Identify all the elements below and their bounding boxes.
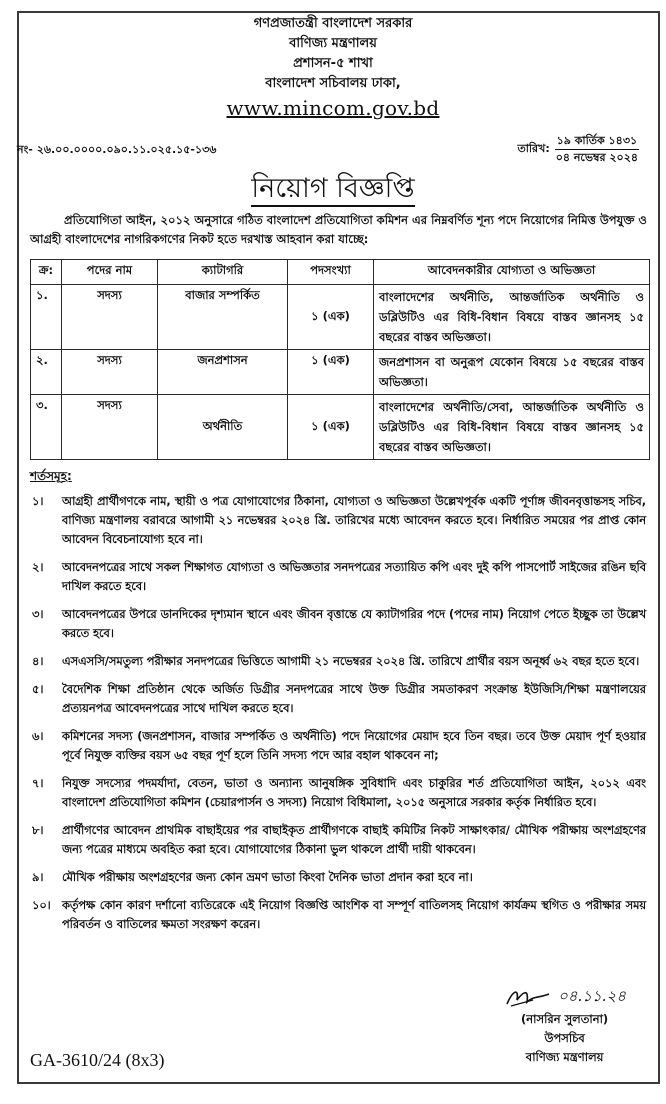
condition-item xyxy=(30,652,646,671)
condition-text: আবেদনপত্রের সাথে সকল শিক্ষাগত যোগ্যতা ও অভিজ্ঞতার সনদপত্রের সত্যায়িত কপি এবং দুই কপি পাসপোর্ট সাইজের রঙিন ছবি দাখিল করতে হবে। xyxy=(62,561,646,593)
condition-text: বৈদেশিক শিক্ষা প্রতিষ্ঠান থেকে অর্জিত ডিগ্রীর সনদপত্রের সাথে উক্ত ডিগ্রীর সমতাকরণ সংক্রান্ত ইউজিসি/শিক্ষা মন্ত্রণালয়ের প্রত্যয়নপত্র আবেদনপত্রের সাথে দাখিল করতে হবে। xyxy=(62,683,646,715)
condition-item xyxy=(30,821,646,859)
signature-block xyxy=(503,986,626,1067)
condition-text: আবেদনপত্রের উপরে ডানদিকের দৃশ্যমান স্থানে এবং জীবন বৃত্তান্তে যে ক্যাটাগরির পদে (পদের নাম) নিয়োগ পেতে ইচ্ছুক তা উল্লেখ করতে হবে। xyxy=(62,608,646,640)
vacancy-table xyxy=(30,259,650,460)
condition-number: ২। xyxy=(32,561,44,574)
conditions-list xyxy=(30,492,646,943)
signatory-office: বাণিজ্য মন্ত্রণালয় xyxy=(525,1050,604,1064)
date-label: তারিখ: xyxy=(517,142,550,155)
cell-count: ১ (এক) xyxy=(288,285,374,350)
condition-item xyxy=(30,774,646,812)
col-post: পদের নাম xyxy=(62,260,158,285)
condition-number: ১০। xyxy=(32,899,51,912)
date-gregorian: ০৪ নভেম্বর ২০২৪ xyxy=(555,151,638,164)
condition-number: ৯। xyxy=(32,871,44,884)
conditions-heading: শর্তসমূহ: xyxy=(30,469,72,483)
table-header-row xyxy=(31,260,650,285)
condition-number: ৭। xyxy=(32,777,44,790)
condition-number: ১। xyxy=(32,495,44,508)
signature-date: ০৪.১১.২৪ xyxy=(558,987,626,1005)
ministry-name: বাণিজ্য মন্ত্রণালয় xyxy=(289,36,377,51)
cell-post: সদস্য xyxy=(62,350,158,395)
cell-post: সদস্য xyxy=(62,285,158,350)
cell-serial: ৩. xyxy=(31,395,62,460)
condition-number: ৩। xyxy=(32,608,44,621)
condition-item xyxy=(30,558,646,596)
table-row xyxy=(31,285,650,350)
cell-count: ১ (এক) xyxy=(288,350,374,395)
col-requirement: আবেদনকারীর যোগ্যতা ও অভিজ্ঞতা xyxy=(374,260,650,285)
cell-requirement: বাংলাদেশের অর্থনীতি/সেবা, আন্তর্জাতিক অর্থনীতি ও ডব্লিউটিও এর বিধি-বিধান বিষয়ে বাস্তব জ্ঞানসহ ১৫ বছরের বাস্তব অভিজ্ঞতা। xyxy=(374,395,650,460)
letterhead xyxy=(0,14,666,120)
condition-text: এসএসসি/সমতুল্য পরীক্ষার সনদপত্রের ভিত্তিতে আগামী ২১ নভেম্বরর ২০২৪ খ্রি. তারিখে প্রার্থীর বয়স অনূর্ধ্ব ৬২ বছর হতে হবে। xyxy=(62,655,640,668)
date-bangla: ১৯ কার্তিক ১৪৩১ xyxy=(555,133,639,150)
col-category: ক্যাটাগরি xyxy=(158,260,288,285)
condition-item xyxy=(30,727,646,765)
cell-category: বাজার সম্পর্কিত xyxy=(158,285,288,350)
signatory-designation: উপসচিব xyxy=(544,1031,585,1045)
table-row xyxy=(31,350,650,395)
cell-post: সদস্য xyxy=(62,395,158,460)
office-address: বাংলাদেশ সচিবালয় ঢাকা, xyxy=(265,76,401,91)
date-fraction xyxy=(554,133,640,166)
signature-scrawl-icon xyxy=(503,986,553,1008)
branch-name: প্রশাসন-৫ শাখা xyxy=(293,56,373,71)
table-row xyxy=(31,395,650,460)
memo-date xyxy=(517,133,640,166)
cell-serial: ১. xyxy=(31,285,62,350)
condition-text: নিযুক্ত সদস্যের পদমর্যাদা, বেতন, ভাতা ও অন্যান্য আনুষঙ্গিক সুবিধাদি এবং চাকুরির শর্ত প্রতিযোগিতা আইন, ২০১২ এবং বাংলাদেশ প্রতিযোগিতা কমিশন (চেয়ারপার্সন ও সদস্য) নিয়োগ বিধিমালা, ২০১৫ অনুসারে সরকার কর্তৃক নির্ধারিত হবে। xyxy=(62,777,646,809)
condition-text: প্রার্থীগণের আবেদন প্রাথমিক বাছাইয়ের পর বাছাইকৃত প্রার্থীগণকে বাছাই কমিটির নিকট সাক্ষাৎকার/ মৌখিক পরীক্ষায় অংশগ্রহণের জন্য পত্রের মাধ্যমে অবহিত করা হবে। যোগাযোগের ঠিকানা ভুল থাকলে প্রার্থী দায়ী থাকবেন। xyxy=(62,824,646,856)
col-count: পদসংখ্যা xyxy=(288,260,374,285)
cell-serial: ২. xyxy=(31,350,62,395)
condition-text: মৌখিক পরীক্ষায় অংশগ্রহণের জন্য কোন ভ্রমণ ভাতা কিংবা দৈনিক ভাতা প্রদান করা হবে না। xyxy=(62,871,473,884)
cell-count: ১ (এক) xyxy=(288,395,374,460)
condition-text: কমিশনের সদস্য (জনপ্রশাসন, বাজার সম্পর্কিত ও অর্থনীতি) পদে নিয়োগের মেয়াদ হবে তিন বছর। তবে উক্ত মেয়াদ পূর্ণ হওয়ার পূর্বে নিযুক্ত ব্যক্তির বয়স ৬৫ বছর পূর্ণ হলে তিনি সদস্য পদে আর বহাল থাকবেন না; xyxy=(62,730,646,762)
title-text: নিয়োগ বিজ্ঞপ্তি xyxy=(251,173,414,207)
condition-text: আগ্রহী প্রার্থীগণকে নাম, স্থায়ী ও পত্র যোগাযোগের ঠিকানা, যোগ্যতা ও অভিজ্ঞতা উল্লেখপূর্বক একটি পূর্ণাঙ্গ জীবনবৃত্তান্তসহ সচিব, বাণিজ্য মন্ত্রণালয় বরাবরে আগামী ২১ নভেম্বরর ২০২৪ খ্রি. তারিখের মধ্যে আবেদন করতে হবে। নির্ধারিত সময়ের পর প্রাপ্ত কোন আবেদন বিবেচনাযোগ্য হবে না। xyxy=(62,495,646,546)
condition-number: ৫। xyxy=(32,683,44,696)
cell-category: অর্থনীতি xyxy=(158,395,288,460)
signature-line xyxy=(503,986,626,1010)
condition-item xyxy=(30,605,646,643)
condition-item xyxy=(30,868,646,887)
condition-number: ৪। xyxy=(32,655,44,668)
ga-code: GA-3610/24 (8x3) xyxy=(30,1050,165,1070)
col-serial: ক্র: xyxy=(31,260,62,285)
intro-paragraph: প্রতিযোগিতা আইন, ২০১২ অনুসারে গঠিত বাংলাদেশ প্রতিযোগিতা কমিশন এর নিম্নবর্ণিত শূন্য পদে নিয়োগের নিমিত্ত উপযুক্ত ও আগ্রহী বাংলাদেশের নাগরিকগণের নিকট হতে দরখাস্ত আহবান করা যাচ্ছে: xyxy=(30,213,647,246)
cell-requirement: জনপ্রশাসন বা অনুরূপ যেকোন বিষয়ে ১৫ বছরের বাস্তব অভিজ্ঞতা। xyxy=(374,350,650,395)
condition-text: কর্তৃপক্ষ কোন কারণ দর্শানো ব্যতিরেকে এই নিয়োগ বিজ্ঞপ্তি আংশিক বা সম্পূর্ণ বাতিলসহ নিয়োগ কার্যক্রম স্থগিত ও পরীক্ষার সময় পরিবর্তন ও বাতিলের ক্ষমতা সংরক্ষণ করেন। xyxy=(62,899,646,931)
page-title xyxy=(0,168,666,213)
memo-number: নং- ২৬.০০.০০০০.০৯০.১১.০২৫.১৫-১৩৬ xyxy=(17,143,217,156)
website-link[interactable]: www.mincom.gov.bd xyxy=(226,96,440,120)
cell-category: জনপ্রশাসন xyxy=(158,350,288,395)
cell-requirement: বাংলাদেশের অর্থনীতি, আন্তর্জাতিক অর্থনীতি ও ডব্লিউটিও এর বিধি-বিধান বিষয়ে বাস্তব জ্ঞানসহ ১৫ বছরের বাস্তব অভিজ্ঞতা। xyxy=(374,285,650,350)
condition-item xyxy=(30,896,646,934)
condition-item xyxy=(30,680,646,718)
condition-number: ৮। xyxy=(32,824,44,837)
govt-name: গণপ্রজাতন্ত্রী বাংলাদেশ সরকার xyxy=(253,16,413,31)
condition-number: ৬। xyxy=(32,730,44,743)
condition-item xyxy=(30,492,646,549)
signatory-name: (নাসরিন সুলতানা) xyxy=(521,1012,609,1026)
